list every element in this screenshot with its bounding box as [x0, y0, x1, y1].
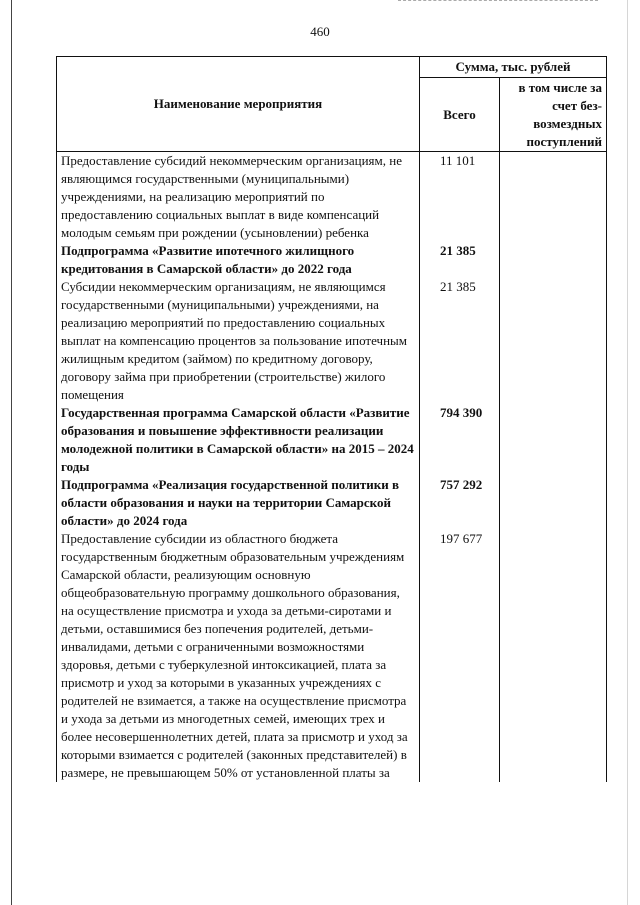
row-total: 757 292	[420, 476, 500, 530]
row-name: Предоставление субсидии из областного бюджета государственным бюджетным образовательным учреждениям Самарской области, реализующим основную общеобразовательную программу дошкольного образования, на осуществление присмотра и ухода за детьми-сиротами и детьми, оставшимися без попечения родителей, детьми-инвалидами, детьми с ограниченными возможностями здоровья, детьми с туберкулезной интоксикацией, плата за присмотр и уход за которыми в указанных учреждениях с родителей не взимается, а также на осуществление присмотра и ухода за детьми из многодетных семей, имеющих трех и более несовершеннолетних детей, плата за присмотр и уход за которыми взимается с родителей (законных представителей) в размере, не превышающем 50% от установленной платы за	[57, 530, 420, 782]
row-name: Подпрограмма «Реализация государственной политики в области образования и науки на территории Самарской области» до 2024 года	[57, 476, 420, 530]
table-row	[57, 278, 607, 404]
header-sum: Сумма, тыс. рублей	[420, 57, 607, 78]
table-row	[57, 404, 607, 476]
row-name: Субсидии некоммерческим организациям, не являющимся государственными (муниципальными) учреждениями, на реализацию мероприятий по предоставлению социальных выплат на компенсацию процентов за пользование ипотечным жилищным кредитом (займом) по кредитному договору, договору займа при приобретении (строительстве) жилого помещения	[57, 278, 420, 404]
row-total: 197 677	[420, 530, 500, 782]
header-name: Наименование мероприятия	[57, 57, 420, 152]
row-free-receipts	[500, 476, 607, 530]
table-row	[57, 476, 607, 530]
table-row	[57, 152, 607, 243]
page-number: 460	[310, 24, 330, 39]
row-free-receipts	[500, 278, 607, 404]
row-total: 11 101	[420, 152, 500, 243]
row-free-receipts	[500, 530, 607, 782]
row-total: 21 385	[420, 278, 500, 404]
header-free-receipts: в том числе за счет без-возмездных поступлений	[500, 78, 607, 152]
top-edge-mark	[398, 0, 598, 2]
row-total: 794 390	[420, 404, 500, 476]
row-free-receipts	[500, 152, 607, 243]
budget-table	[56, 56, 607, 782]
right-edge-rule	[627, 0, 628, 905]
row-name: Предоставление субсидий некоммерческим организациям, не являющимся государственными (муниципальными) учреждениями, на реализацию мероприятий по предоставлению социальных выплат в виде компенсаций молодым семьям при рождении (усыновлении) ребенка	[57, 152, 420, 243]
table-body	[57, 152, 607, 783]
table-row	[57, 530, 607, 782]
row-free-receipts	[500, 242, 607, 278]
table-row	[57, 242, 607, 278]
row-name: Государственная программа Самарской области «Развитие образования и повышение эффективности реализации молодежной политики в Самарской области» на 2015 – 2024 годы	[57, 404, 420, 476]
header-total: Всего	[420, 78, 500, 152]
left-binding-rule	[11, 0, 12, 905]
row-total: 21 385	[420, 242, 500, 278]
row-free-receipts	[500, 404, 607, 476]
row-name: Подпрограмма «Развитие ипотечного жилищного кредитования в Самарской области» до 2022 года	[57, 242, 420, 278]
